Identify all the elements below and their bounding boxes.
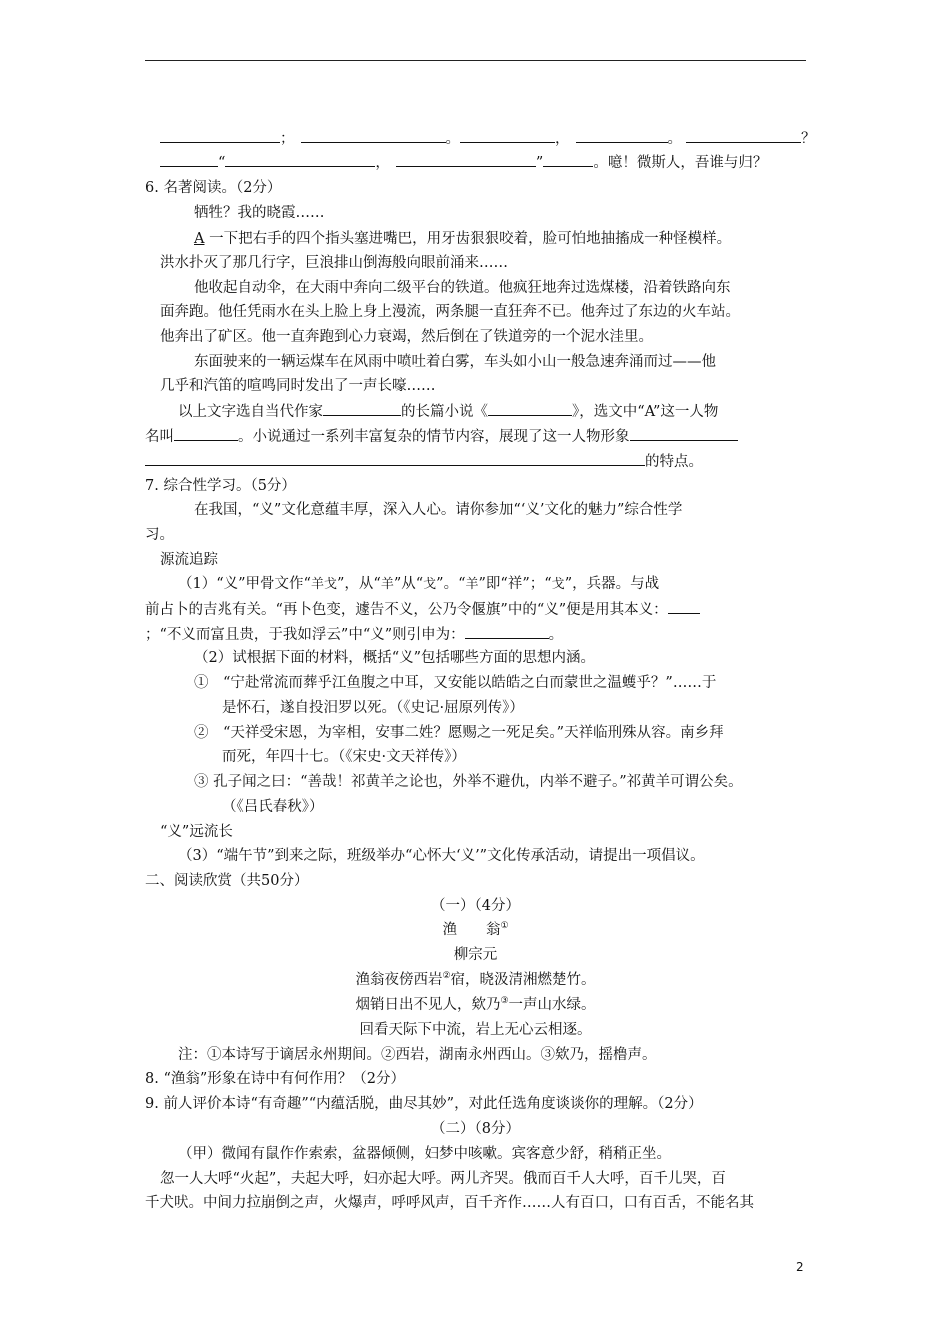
q9: 9. 前人评价本诗“有奇趣”“内蕴活脱，曲尽其妙”，对此任选角度谈谈你的理解。（2分） bbox=[145, 1096, 703, 1112]
poem-line: 渔翁夜傍西岩②宿，晓汲清湘燃楚竹。 bbox=[355, 971, 596, 988]
answer-blank[interactable] bbox=[488, 401, 572, 416]
prose-paragraph: （甲）微闻有鼠作作索索，盆器倾侧，妇梦中咳嗽。宾客意少舒，稍稍正坐。 bbox=[178, 1146, 671, 1162]
prose-paragraph: 千犬吠。中间力拉崩倒之声，火爆声，呼呼风声，百千齐作……人有百口，口有百舌，不能名其 bbox=[145, 1195, 754, 1211]
q7-material-1: 是怀石，遂自投汨罗以死。（《史记·屈原列传》） bbox=[222, 700, 524, 716]
prose-paragraph: 忽一人大呼“火起”，夫起大呼，妇亦起大呼。两儿齐哭。俄而百千人大呼，百千儿哭，百 bbox=[160, 1171, 726, 1187]
q6-paragraph: 东面驶来的一辆运煤车在风雨中喷吐着白雾，车头如小山一般急速奔涌而过——他 bbox=[194, 354, 716, 370]
oracle-bone-yi-glyph: ⽺⼽ bbox=[310, 577, 337, 592]
answer-blank[interactable] bbox=[465, 624, 549, 639]
answer-blank[interactable] bbox=[301, 128, 446, 143]
q6-question: 名叫 。小说通过一系列丰富复杂的情节内容，展现了这一人物形象 bbox=[145, 426, 738, 447]
q6-heading: 6. 名著阅读。（2分） bbox=[145, 180, 282, 196]
q7-material-3: （《吕氏春秋》） bbox=[222, 799, 324, 815]
answer-blank[interactable] bbox=[576, 128, 668, 143]
q7-item-3: （3）“端午节”到来之际，班级举办“心怀大‘义’”文化传承活动，请提出一项倡议。 bbox=[178, 848, 705, 864]
q7-item-2: （2）试根据下面的材料，概括“义”包括哪些方面的思想内涵。 bbox=[194, 650, 596, 666]
answer-blank[interactable] bbox=[323, 401, 401, 416]
answer-blank[interactable] bbox=[174, 426, 238, 441]
q7-intro: 习。 bbox=[145, 527, 174, 543]
q7-heading: 7. 综合性学习。（5分） bbox=[145, 478, 296, 494]
q7-item-1: （1）“义”甲骨文作“⽺⼽”，从“⽺”从“⼽”。“⽺”即“祥”；“⼽”，兵器。与战 bbox=[178, 576, 660, 592]
q7-section-title: 源流追踪 bbox=[160, 552, 218, 568]
answer-blank[interactable] bbox=[225, 152, 375, 167]
oracle-bone-ge-glyph: ⼽ bbox=[423, 577, 437, 592]
q6-paragraph: A 一下把右手的四个指头塞进嘴巴，用牙齿狠狠咬着，脸可怕地抽搐成一种怪模样。 bbox=[194, 231, 732, 247]
q7-intro: 在我国，“义”文化意蕴丰厚，深入人心。请你参加“‘义’文化的魅力”综合性学 bbox=[194, 502, 683, 518]
answer-blank[interactable] bbox=[686, 128, 801, 143]
answer-blank[interactable] bbox=[160, 128, 280, 143]
answer-blank[interactable] bbox=[630, 426, 738, 441]
q6-paragraph: 他收起自动伞，在大雨中奔向二级平台的铁道。他疯狂地奔过选煤楼，沿着铁路向东 bbox=[194, 280, 731, 296]
oracle-bone-yang-glyph: ⽺ bbox=[380, 577, 394, 592]
oracle-bone-yang-glyph: ⽺ bbox=[465, 577, 479, 592]
poem-line: 回看天际下中流，岩上无心云相逐。 bbox=[359, 1022, 592, 1038]
q6-paragraph: 洪水扑灭了那几行字，巨浪排山倒海般向眼前涌来…… bbox=[160, 255, 508, 271]
oracle-bone-ge-glyph: ⼽ bbox=[551, 577, 565, 592]
q5-blank-line-2: “ ， ” 。噫！微斯人，吾谁与归？ bbox=[160, 152, 767, 173]
q7-material-2: 而死，年四十七。（《宋史·文天祥传》） bbox=[222, 749, 466, 765]
q7-material-1: ① “宁赴常流而葬乎江鱼腹之中耳，又安能以皓皓之白而蒙世之温蠖乎？”……于 bbox=[194, 675, 717, 691]
q5-blank-line-1: ； 。 ， 。 ？ bbox=[160, 128, 816, 149]
answer-blank[interactable] bbox=[160, 152, 218, 167]
q7-item-1: ；“不义而富且贵，于我如浮云”中“义”则引申为： 。 bbox=[145, 624, 563, 645]
q6-paragraph: 几乎和汽笛的喧鸣同时发出了一声长嚎…… bbox=[160, 378, 436, 394]
answer-blank[interactable] bbox=[460, 128, 555, 143]
poem-title: 渔 翁① bbox=[442, 921, 509, 938]
q6-paragraph: 面奔跑。他任凭雨水在头上脸上身上漫流，两条腿一直狂奔不已。他奔过了东边的火车站。 bbox=[160, 304, 740, 320]
poem-notes: 注：①本诗写于谪居永州期间。②西岩，湖南永州西山。③欸乃，摇橹声。 bbox=[178, 1047, 657, 1063]
page-number: 2 bbox=[796, 1260, 804, 1274]
prose-section-title: （二）（8分） bbox=[431, 1121, 520, 1137]
poem-line: 烟销日出不见人，欸乃③一声山水绿。 bbox=[355, 996, 596, 1013]
q7-material-2: ② “天祥受宋恩，为宰相，安事二姓？愿赐之一死足矣。”天祥临刑殊从容。南乡拜 bbox=[194, 725, 724, 741]
q7-material-3: ③ 孔子闻之曰：“善哉！祁黄羊之论也，外举不避仇，内举不避子。”祁黄羊可谓公矣。 bbox=[194, 774, 743, 790]
poem-section-title: （一）（4分） bbox=[431, 898, 520, 914]
answer-blank[interactable] bbox=[668, 599, 700, 614]
q8: 8. “渔翁”形象在诗中有何作用？（2分） bbox=[145, 1071, 405, 1087]
answer-blank[interactable] bbox=[543, 152, 593, 167]
character-a-marker: A bbox=[194, 231, 205, 247]
q6-paragraph: 他奔出了矿区。他一直奔跑到心力衰竭，然后倒在了铁道旁的一个泥水洼里。 bbox=[160, 329, 653, 345]
answer-blank[interactable] bbox=[145, 451, 645, 466]
q6-question: 以上文字选自当代作家 的长篇小说《 》，选文中“A”这一人物 bbox=[178, 401, 718, 422]
part2-heading: 二、阅读欣赏（共50分） bbox=[145, 873, 309, 889]
answer-blank[interactable] bbox=[396, 152, 536, 167]
q7-section-title: “义”远流长 bbox=[160, 824, 233, 840]
q6-question: 的特点。 bbox=[145, 451, 703, 472]
q7-item-1: 前占卜的吉兆有关。“再卜色变，遽告不义，公乃令偃旗”中的“义”便是用其本义： bbox=[145, 599, 700, 620]
poem-author: 柳宗元 bbox=[453, 947, 498, 963]
header-rule bbox=[145, 60, 806, 61]
q6-paragraph: 牺牲？我的晓霞…… bbox=[194, 205, 325, 221]
